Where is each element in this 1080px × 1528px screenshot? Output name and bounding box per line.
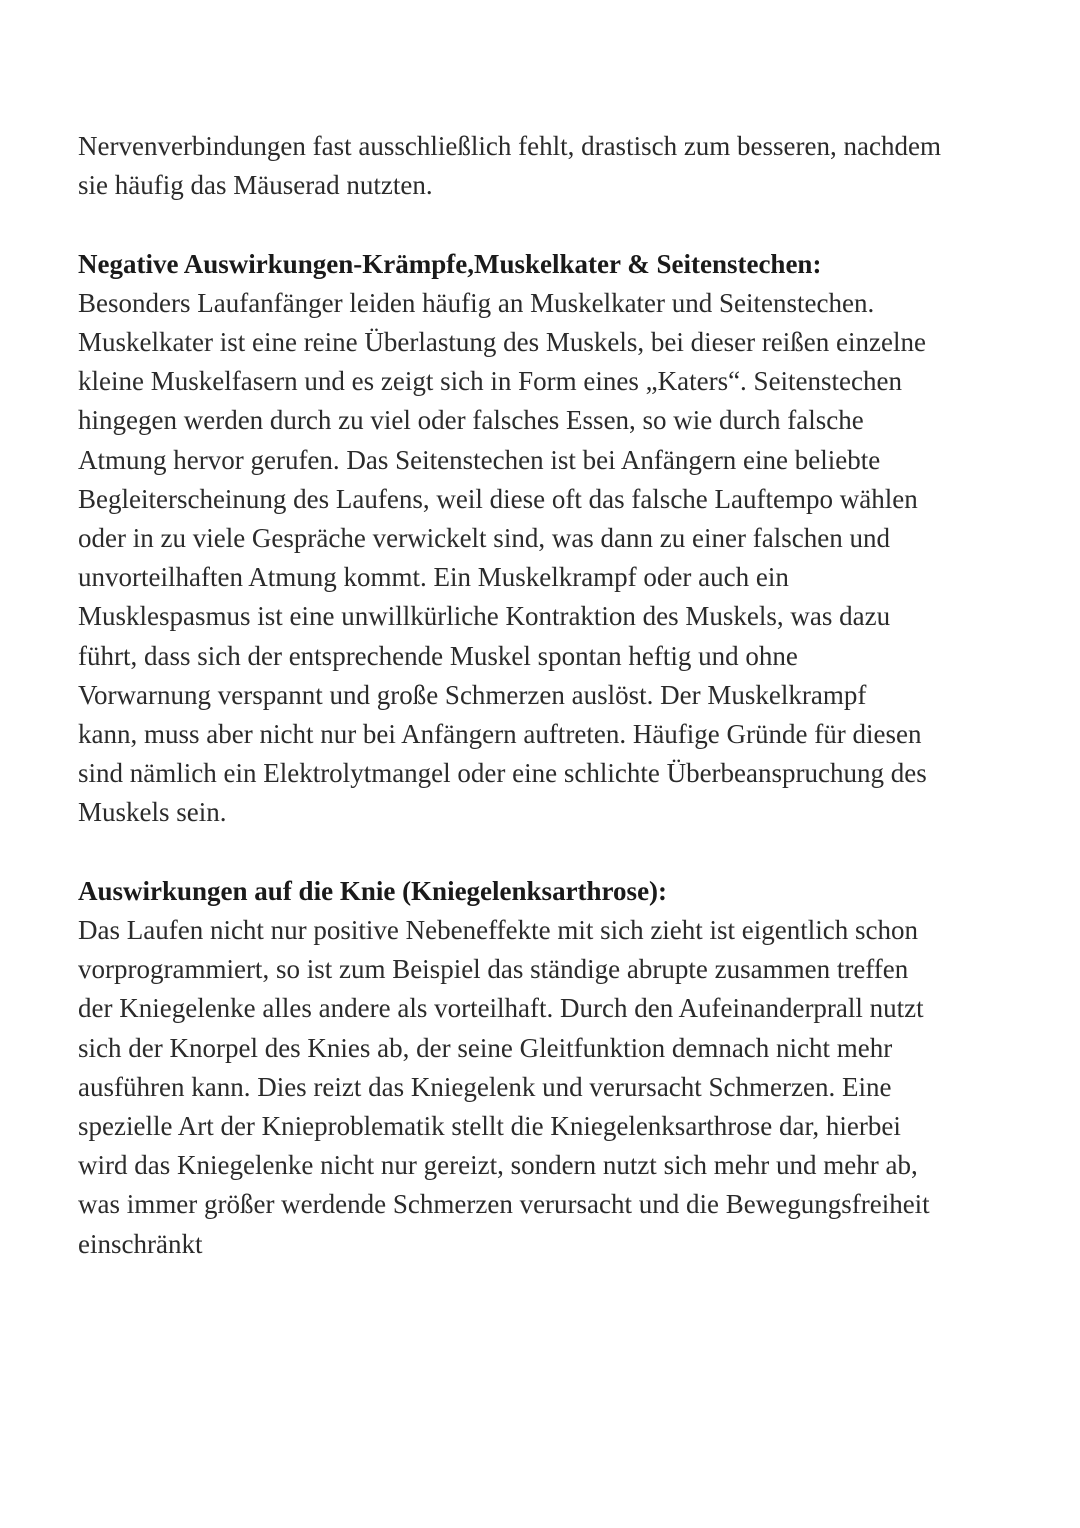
text-line: oder in zu viele Gespräche verwickelt sind, was dann zu einer falschen und [78, 523, 890, 554]
section-heading-negative-effects: Negative Auswirkungen-Krämpfe,Muskelkater & Seitenstechen: [78, 248, 822, 279]
text-line: Besonders Laufanfänger leiden häufig an Muskelkater und Seitenstechen. [78, 287, 875, 318]
section-heading-knee-effects: Auswirkungen auf die Knie (Kniegelenksarthrose): [78, 875, 668, 906]
text-line: führt, dass sich der entsprechende Muskel spontan heftig und ohne [78, 640, 798, 671]
text-line: Das Laufen nicht nur positive Nebeneffekte mit sich zieht ist eigentlich schon [78, 915, 919, 946]
paragraph-spacer [78, 833, 1008, 872]
text-line: Muskelkater ist eine reine Überlastung des Muskels, bei dieser reißen einzelne [78, 327, 926, 357]
text-line: hingegen werden durch zu viel oder falsches Essen, so wie durch falsche [78, 405, 864, 436]
text-line: was immer größer werdende Schmerzen verursacht und die Bewegungsfreiheit [78, 1189, 930, 1220]
paragraph-spacer [78, 205, 1008, 244]
text-line: vorprogrammiert, so ist zum Beispiel das ständige abrupte zusammen treffen [78, 954, 909, 985]
text-line: sind nämlich ein Elektrolytmangel oder eine schlichte Überbeanspruchung des [78, 758, 927, 789]
text-line: Musklespasmus ist eine unwillkürliche Kontraktion des Muskels, was dazu [78, 601, 891, 632]
text-line: Nervenverbindungen fast ausschließlich fehlt, drastisch zum besseren, nachdem [78, 131, 941, 161]
text-line: kann, muss aber nicht nur bei Anfängern auftreten. Häufige Gründe für diesen [78, 719, 922, 750]
text-line: wird das Kniegelenke nicht nur gereizt, sondern nutzt sich mehr und mehr ab, [78, 1150, 918, 1181]
text-line: kleine Muskelfasern und es zeigt sich in Form eines „Katers“. Seitenstechen [78, 366, 903, 397]
section-knee-effects [78, 872, 1008, 1264]
text-line: sie häufig das Mäuserad nutzten. [78, 170, 433, 201]
text-line: Begleiterscheinung des Laufens, weil diese oft das falsche Lauftempo wählen [78, 483, 918, 514]
text-line: Atmung hervor gerufen. Das Seitenstechen ist bei Anfängern eine beliebte [78, 444, 881, 475]
text-line: sich der Knorpel des Knies ab, der seine Gleitfunktion demnach nicht mehr [78, 1032, 893, 1063]
text-line: ausführen kann. Dies reizt das Kniegelenk und verursacht Schmerzen. Eine [78, 1071, 892, 1102]
text-line: Muskels sein. [78, 797, 227, 828]
intro-paragraph [78, 127, 1008, 205]
text-line: der Kniegelenke alles andere als vorteilhaft. Durch den Aufeinanderprall nutzt [78, 993, 924, 1024]
section-negative-effects [78, 245, 1008, 833]
document-body [78, 127, 1008, 1264]
text-line: unvorteilhaften Atmung kommt. Ein Muskelkrampf oder auch ein [78, 562, 789, 593]
text-line: spezielle Art der Knieproblematik stellt die Kniegelenksarthrose dar, hierbei [78, 1111, 901, 1142]
text-line: einschränkt [78, 1228, 203, 1259]
text-line: Vorwarnung verspannt und große Schmerzen auslöst. Der Muskelkrampf [78, 679, 867, 710]
